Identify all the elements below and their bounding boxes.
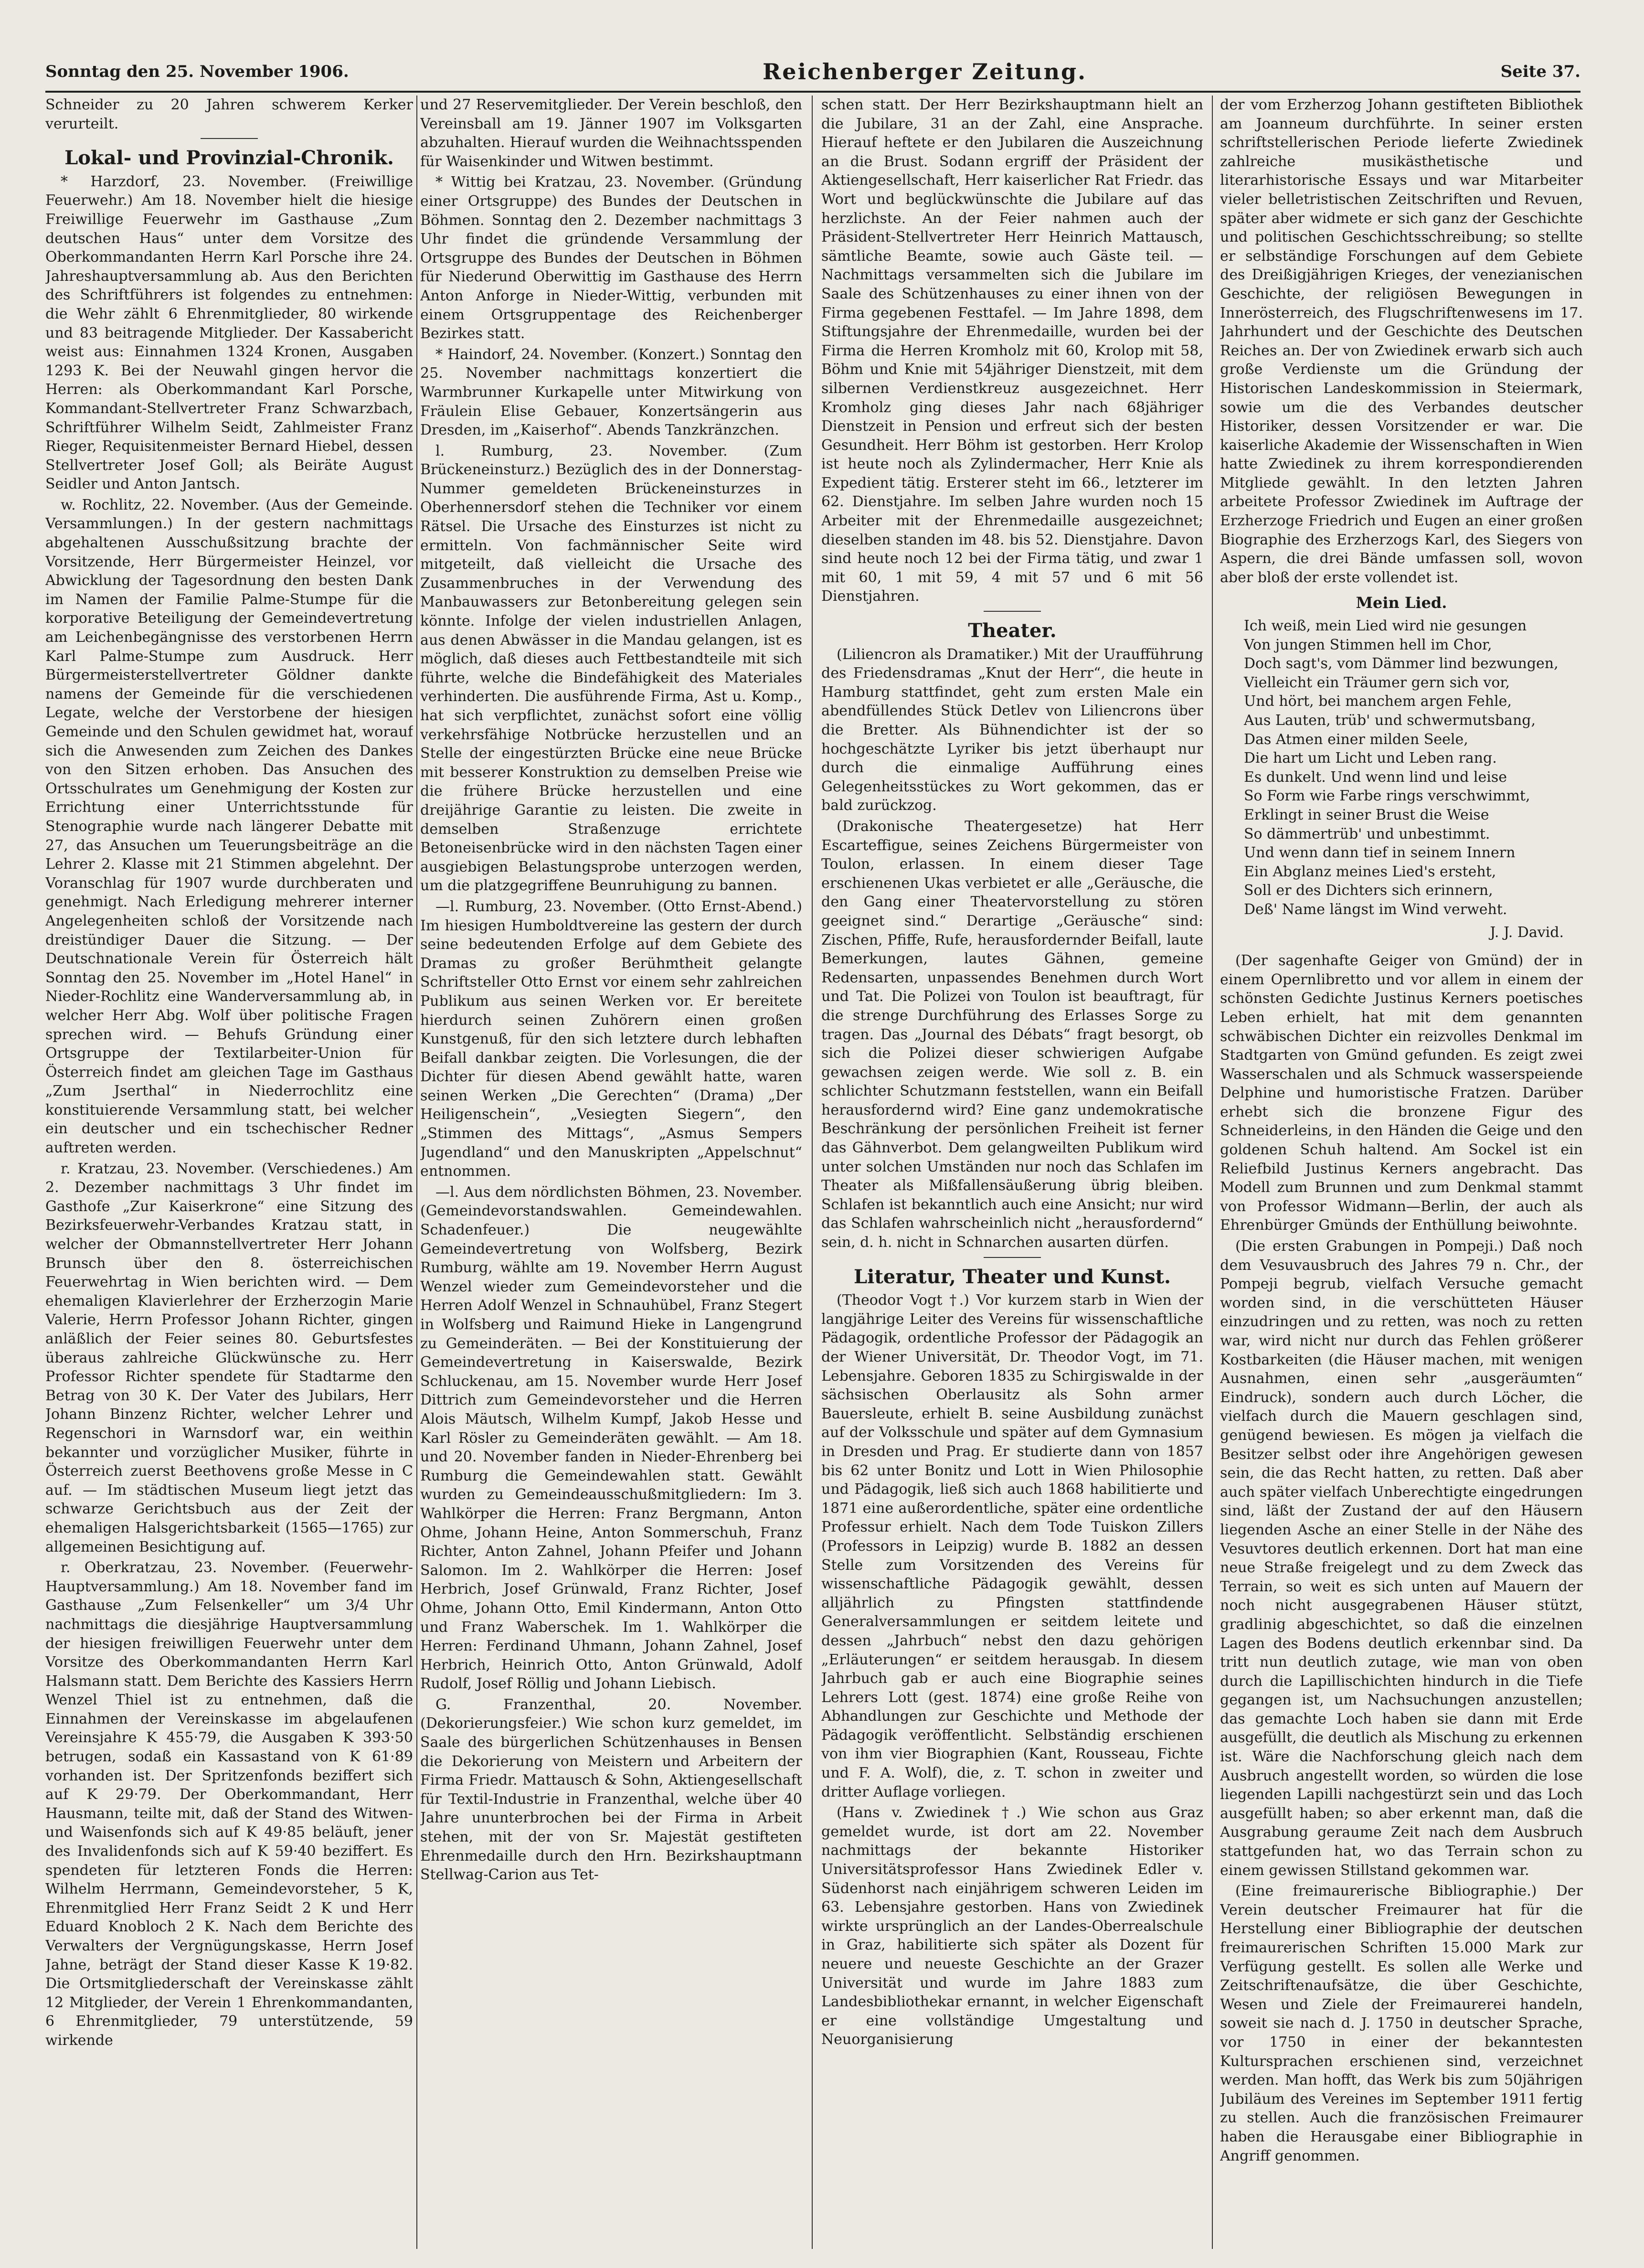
- poem-line: So Form wie Farbe rings verschwimmt,: [1244, 788, 1530, 805]
- poem-line: So dämmertrüb' und unbestimmt.: [1244, 825, 1490, 842]
- article-haindorf: * Haindorf, 24. November. (Konzert.) Sonntag den 25. November nachmittags konzertiert die Warmbrunner Kurkapelle unter Mitwirkung von Fräulein Elise Gebauer, Konzertsängerin aus Dresden, im „Kaiserhof“. Abends Tanzkränzchen.: [420, 346, 802, 439]
- article-pompeji: (Die ersten Grabungen in Pompeji.) Daß noch dem Vesuvausbruch des Jahres 79 n. Chr., der Pompeji begrub, vielfach Versuche gemacht worden sind, in die verschütteten Häuser einzudringen und zu retten, was noch zu retten war, wird nicht nur durch das Fehlen größerer Kostbarkeiten (die Häuser machen, mit wenigen Ausnahmen, einen sehr „ausgeräumten“ Eindruck), sondern auch durch Löcher, die vielfach durch die Mauern geschlagen sind, genügend bewiesen. Es mögen ja vielfach die Besitzer selbst oder ihre Angehörigen gewesen sein, die das Recht hatten, zu retten. Daß aber auch später vielfach Unberechtigte eingedrungen sind, läßt der Zustand der auf den Häusern liegenden Asche an einer Stelle in der Nähe des Vesuvtores deutlich erkennen. Dort hat man eine neue Straße freigelegt und zu dem Zweck das Terrain, so weit es sich unten auf Mauern der noch nicht ausgegrabenen Häuser stützt, gradlinig abgeschichtet, so daß die einzelnen Lagen des Bodens deutlich erkennbar sind. Da tritt nun deutlich zutage, wie man von oben durch die Lapillischichten hindurch in die Tiefe gegangen ist, um Nachsuchungen anzustellen; das gemachte Loch haben sie dann mit Erde ausgefüllt, die deutlich als Mischung zu erkennen ist. Wäre die Nachforschung gleich nach dem Ausbruch angestellt worden, so würden die lose liegenden Lapilli nachgestürzt sein und das Loch ausgefüllt haben; so aber erkennt man, daß die Ausgrabung geraume Zeit nach dem Ausbruch stattgefunden hat, wo das Terrain schon zu einem gewissen Stillstand gekommen war.: [1220, 1238, 1583, 1879]
- poem-line: Deß' Name längst im Wind verweht.: [1244, 901, 1507, 918]
- article-zwiedinek: (Hans v. Zwiedinek †.) Wie schon aus Graz gemeldet wurde, ist dort am 22. November nachmittags der bekannte Historiker Universitätsprofessor Hans Zwiedinek Edler v. Südenhorst nach einjährigem schweren Leiden im 63. Lebensjahre gestorben. Hans von Zwiedinek wirkte ursprünglich an der Landes-Oberrealschule in Graz, habilitierte sich später als Dozent für neuere und neueste Geschichte an der Grazer Universität und wurde im Jahre 1883 zum Landesbibliothekar ernannt, in welcher Eigenschaft er eine vollständige Umgestaltung und Neuorganisierung: [821, 1804, 1203, 2048]
- article-harzdorf: * Harzdorf, 23. November. (Freiwillige Feuerwehr.) Am 18. November hielt die hiesige Freiwillige Feuerwehr im Gasthause „Zum deutschen Haus“ unter dem Vorsitze des Oberkommandanten Herrn Karl Porsche ihre 24. Jahreshauptversammlung ab. Aus den Berichten des Schriftführers ist folgendes zu entnehmen: die Wehr zählt 6 Ehrenmitglieder, 80 wirkende und 83 beitragende Mitglieder. Der Kassabericht weist aus: Einnahmen 1324 Kronen, Ausgaben 1293 K. Bei der Neuwahl gingen hervor die Herren: als Oberkommandant Karl Porsche, Kommandant-Stellvertreter Franz Schwarzbach, Schriftführer Wilhelm Seidt, Zahlmeister Franz Rieger, Requisitenmeister Bernard Hiebel, dessen Stellvertreter Josef Goll; als Beiräte August Seidler und Anton Jantsch.: [45, 173, 413, 493]
- poem-line: Doch sagt's, vom Dämmer lind bezwungen,: [1244, 655, 1559, 672]
- poem-line: Aus Lauten, trüb' und schwermutsbang,: [1244, 712, 1536, 729]
- article-theodor-vogt: (Theodor Vogt †.) Vor kurzem starb in Wien der langjährige Leiter des Vereins für wissenschaftliche Pädagogik, ordentliche Professor der Pädagogik an der Wiener Universität, Dr. Theodor Vogt, im 71. Lebensjahre. Geboren 1835 zu Schirgiswalde in der sächsischen Oberlausitz als Sohn armer Bauersleute, erhielt B. seine Ausbildung zunächst auf der Volksschule und später auf dem Gymnasium in Dresden und Prag. Er studierte dann von 1857 bis 62 unter Bonitz und Lott in Wien Philosophie und Pädagogik, ließ sich auch 1868 habilitierte und 1871 eine außerordentliche, später eine ordentliche Professur erhielt. Nach dem Tode Tuiskon Zillers (Professors in Leipzig) wurde B. 1882 an dessen Stelle zum Vorsitzenden des Vereins für wissenschaftliche Pädagogik gewählt, dessen alljährlich zu Pfingsten stattfindende Generalversammlungen er seitdem leitete und dessen „Jahrbuch“ nebst den dazu gehörigen „Erläuterungen“ er seitdem herausgab. In diesem Jahrbuch gab er auch eine Biographie seines Lehrers Lott (gest. 1874) eine große Reihe von Abhandlungen zur Geschichte und Methode der Pädagogik veröffentlicht. Selbständig erschienen von ihm vier Biographien (Kant, Rousseau, Fichte und F. A. Wolf), die, z. T. schon in zweiter und dritter Auflage vorliegen.: [821, 1292, 1203, 1800]
- poem-line: Und hört, bei manchem argen Fehle,: [1244, 693, 1512, 710]
- column-divider: [1212, 96, 1213, 2249]
- article-wittig: * Wittig bei Kratzau, 23. November. (Gründung einer Ortsgruppe) des Bundes der Deutschen in Böhmen. Sonntag den 2. Dezember nachmittags 3 Uhr findet die gründende Versammlung der Ortsgruppe des Bundes der Deutschen in Böhmen für Niederund Oberwittig im Gasthause des Herrn Anton Anforge in Nieder-Wittig, verbunden mit einem Ortsgruppentage des Reichenberger Bezirkes statt.: [420, 174, 802, 342]
- column-4: [1220, 96, 1583, 2239]
- poem-line: Erklingt in seiner Brust die Weise: [1244, 806, 1489, 823]
- article-rumburg-bridge: l. Rumburg, 23. November. (Zum Brückeneinsturz.) Bezüglich des in der Donnerstag-Nummer gemeldeten Brückeneinsturzes in Oberhennersdorf stehen die Techniker vor einem Rätsel. Die Ursache des Einsturzes ist nicht zu ermitteln. Von fachmännischer Seite wird mitgeteilt, daß vielleicht die Ursache des Zusammenbruches in der Verwendung des Manbauwassers zur Betonbereitung gelegen sein könnte. Infolge der vielen industriellen Anlagen, aus denen Abwässer in die Mandau gelangen, ist es möglich, daß dieses auch Fettbestandteile mit sich führte, welche die Bindefähigkeit des Materiales verhinderten. Die ausführende Firma, Ast u. Komp., hat sich verpflichtet, zunächst sofort eine völlig verkehrsfähige Notbrücke herzustellen und an Stelle der eingestürzten Brücke eine neue Brücke mit besserer Konstruktion zu demselben Preise wie die frühere Brücke herzustellen und eine dreijährige Garantie zu leisten. Die zweite in demselben Straßenzuge errichtete Betoneisenbrücke wird in den nächsten Tagen einer ausgiebigen Belastungsprobe unterzogen werden, um die platzgegriffene Beunruhigung zu bannen.: [420, 442, 802, 894]
- section-title: Lokal- und Provinzial-Chronik.: [64, 147, 394, 170]
- section-title-literature: Literatur, Theater und Kunst.: [854, 1265, 1171, 1288]
- poem-line: Es dunkelt. Und wenn lind und leise: [1244, 768, 1507, 786]
- article-liliencron: (Liliencron als Dramatiker.) Mit der Uraufführung des Friedensdramas „Knut der Herr“, die heute in Hamburg stattfindet, geht zum ersten Male ein abendfüllendes Stück Detlev von Liliencrons über die Bretter. Als Bühnendichter ist der so hochgeschätzte Lyriker bis jetzt überhaupt nur durch die einmalige Aufführung eines Gelegenheitsstückes zu Wort gekommen, das er bald zurückzog.: [821, 646, 1203, 814]
- poem-line: Das Atmen einer milden Seele,: [1244, 731, 1468, 748]
- article-continuation: und 27 Reservemitglieder. Der Verein beschloß, den Vereinsball am 19. Jänner 1907 im Volksgarten abzuhalten. Hierauf wurden die Weihnachtsspenden für Waisenkinder und Witwen bestimmt.: [420, 96, 802, 170]
- article-continuation: schen statt. Der Herr Bezirkshauptmann hielt an die Jubilare, 31 an der Zahl, eine Ansprache. Hierauf heftete er den Jubilaren die Auszeichnung an die Brust. Sodann ergriff der Präsident der Aktiengesellschaft, Herr kaiserlicher Rat Friedr. das Wort und beglückwünschte die Jubilare auf das herzlichste. An der Feier nahmen auch der Präsident-Stellvertreter Herr Heinrich Mattausch, sämtliche Beamte, sowie auch Gäste teil. — Nachmittags versammelten sich die Jubilare im Saale des Schützenhauses zu einer ihnen von der Firma gegebenen Festtafel. — Im Jahre 1898, dem Stiftungsjahre der Ehrenmedaille, wurden bei der Firma die Herren Kromholz mit 60, Krolop mit 58, Böhm und Knie mit 54jähriger Dienstzeit, mit dem silbernen Verdienstkreuz ausgezeichnet. Herr Kromholz ging dieses Jahr nach 68jähriger Dienstzeit in Pension und erfreut sich der besten Gesundheit. Herr Böhm ist gestorben. Herr Krolop ist heute noch als Zylindermacher, Herr Knie als Expedient tätig. Ersterer steht im 66., letzterer im 62. Dienstjahre. Im selben Jahre wurden noch 15 Arbeiter mit der Ehrenmedaille ausgezeichnet; dieselben standen im 48. bis 52. Dienstjahre. Davon sind heute noch 12 bei der Firma tätig, und zwar 1 mit 60, 1 mit 59, 4 mit 57 und 6 mit 56 Dienstjahren.: [821, 96, 1203, 605]
- poem-line: Ich weiß, mein Lied wird nie gesungen: [1244, 618, 1527, 635]
- poem: [1220, 617, 1583, 919]
- section-title-theater: Theater.: [968, 619, 1057, 642]
- separator: [201, 138, 258, 139]
- issue-date: Sonntag den 25. November 1906.: [45, 62, 349, 81]
- column-1: [45, 96, 413, 2239]
- article-geiger-von-gmuend: (Der sagenhafte Geiger von Gmünd) der in einem Opernlibretto und vor allem in einem der schönsten Gedichte Justinus Kerners poetisches Leben erhielt, hat mit dem genannten schwäbischen Dichter ein reizvolles Denkmal im Stadtgarten von Gmünd gefunden. Es zeigt zwei Wasserschalen und als Schmuck wasserspeiende Delphine und humoristische Fratzen. Darüber erhebt sich die bronzene Figur des Schneiderleins, in den Händen die Geige und den goldenen Schuh haltend. Am Sockel ist ein Reliefbild Justinus Kerners angebracht. Das Modell zum Brunnen und zum Denkmal stammt von Professor Widmann—Berlin, der auch als Ehrenbürger Gmünds der Enthüllung beiwohnte.: [1220, 952, 1583, 1234]
- masthead: Reichenberger Zeitung.: [763, 59, 1087, 85]
- header-rule: [45, 91, 1580, 93]
- poem-author: J. J. David.: [1490, 924, 1564, 941]
- page-header: [45, 56, 1580, 87]
- article-franzenthal: G. Franzenthal, 20. November. (Dekorierungsfeier.) Wie schon kurz gemeldet, im Saale des bürgerlichen Schützenhauses in Bensen die Dekorierung von Meistern und Arbeitern der Firma Friedr. Mattausch & Sohn, Aktiengesellschaft für Textil-Industrie in Franzenthal, welche über 40 Jahre ununterbrochen bei der Firma in Arbeit stehen, mit der von Sr. Majestät gestifteten Ehrenmedaille durch den Hrn. Bezirkshauptmann Stellwag-Carion aus Tet-: [420, 1696, 802, 1884]
- article-freimaurer-bibliographie: (Eine freimaurerische Bibliographie.) Der Verein deutscher Freimaurer hat für die Herstellung einer Bibliographie der deutschen freimaurerischen Schriften 15.000 Mark zur Verfügung gestellt. Es sollen alle Werke und Zeitschriftenaufsätze, die über Geschichte, Wesen und Ziele der Freimaurerei handeln, soweit sie nach d. J. 1750 in deutscher Sprache, vor 1750 in einer der bekanntesten Kultursprachen erschienen sind, verzeichnet werden. Man hofft, das Werk bis zum 50jährigen Jubiläum des Vereines im September 1911 fertig zu stellen. Auch die französischen Freimaurer haben die Herausgabe einer Bibliographie in Angriff genommen.: [1220, 1883, 1583, 2164]
- column-divider: [416, 96, 417, 2249]
- column-2: [420, 96, 802, 2239]
- poem-line: Die hart um Licht und Leben rang.: [1244, 750, 1497, 767]
- poem-title: Mein Lied.: [1356, 594, 1447, 612]
- column-divider: [812, 96, 813, 2249]
- page-number: Seite 37.: [1500, 62, 1580, 81]
- article-continuation: Schneider zu 20 Jahren schwerem Kerker verurteilt.: [45, 96, 413, 132]
- article-northern-bohemia: —l. Aus dem nördlichsten Böhmen, 23. November. (Gemeindevorstandswahlen. Gemeindewahlen. Schadenfeuer.) Die neugewählte Gemeindevertretung von Wolfsberg, Bezirk Rumburg, wählte am 19. November Herrn August Wenzel wieder zum Gemeindevorsteher und die Herren Adolf Wenzel in Schnauhübel, Franz Stegert in Wolfsberg und Raimund Hieke in Langengrund zu Gemeinderäten. — Bei der Konstituierung der Gemeindevertretung in Kaiserswalde, Bezirk Schluckenau, am 15. November wurde Herr Josef Dittrich zum Gemeindevorsteher und die Herren Alois Mäutsch, Wilhelm Kumpf, Jakob Hesse und Karl Rösler zu Gemeinderäten gewählt. — Am 18. und 20. November fanden in Nieder-Ehrenberg bei Rumburg die Gemeindewahlen statt. Gewählt wurden zu Gemeindeausschußmitgliedern: Im 3. Wahlkörper die Herren: Franz Bergmann, Anton Ohme, Johann Heine, Anton Sommerschuh, Franz Richter, Anton Zahnel, Johann Pfeifer und Johann Salomon. Im 2. Wahlkörper die Herren: Josef Herbrich, Josef Grünwald, Franz Richter, Josef Ohme, Johann Otto, Emil Kindermann, Anton Otto und Franz Waberschek. Im 1. Wahlkörper die Herren: Ferdinand Uhmann, Johann Zahnel, Josef Herbrich, Heinrich Otto, Anton Grünwald, Adolf Rudolf, Josef Röllig und Johann Liebisch.: [420, 1183, 802, 1693]
- article-drakonische-theatergesetze: (Drakonische Theatergesetze) hat Herr Escarteffigue, seines Zeichens Bürgermeister von Toulon, erlassen. In einem dieser Tage erschienenen Ukas verbietet er alle „Geräusche, die den Gang einer Theatervorstellung zu stören geeignet sind.“ Derartige „Geräusche“ sind: Zischen, Pfiffe, Rufe, herausfordernder Beifall, laute Bemerkungen, lautes Gähnen, gemeine Redensarten, unpassendes Benehmen durch Wort und Tat. Die Polizei von Toulon ist beauftragt, für die strenge Durchführung des Erlasses Sorge zu tragen. Das „Journal des Débats“ fragt besorgt, ob sich die Polizei dieser schwierigen Aufgabe gewachsen zeigen werde. Wie soll z. B. ein schlichter Schutzmann feststellen, wann ein Beifall herausfordernd wird? Eine ganz undemokratische Beschränkung der persönlichen Freiheit ist ferner das Gähnverbot. Dem gelangweilten Publikum wird unter solchen Umständen nur noch das Schlafen im Theater als Mißfallensäußerung übrig bleiben. Schlafen ist bekanntlich auch eine Ansicht; nur wird das Schlafen wahrscheinlich nicht „herausfordernd“ sein, d. h. nicht in Schnarchen ausarten dürfen.: [821, 818, 1203, 1251]
- article-oberkratzau: r. Oberkratzau, 23. November. (Feuerwehr-Hauptversammlung.) Am 18. November fand im Gasthause „Zum Felsenkeller“ um 3/4 Uhr nachmittags die diesjährige Hauptversammlung der hiesigen freiwilligen Feuerwehr unter dem Vorsitze des Oberkommandanten Herrn Karl Halsmann statt. Dem Berichte des Kassiers Herrn Wenzel Thiel ist zu entnehmen, daß die Einnahmen der Vereinskasse im abgelaufenen Vereinsjahre K 455·79, die Ausgaben K 393·50 betrugen, sodaß ein Kassastand von K 61·89 vorhanden ist. Der Spritzenfonds beziffert sich auf K 29·79. Der Oberkommandant, Herr Hausmann, teilte mit, daß der Stand des Witwen- und Waisenfonds sich auf K 49·85 beläuft, jener des Invalidenfonds sich auf K 59·40 beziffert. Es spendeten für letzteren Fonds die Herren: Wilhelm Herrmann, Gemeindevorsteher, 5 K, Ehrenmitglied Herr Franz Seidt 2 K und Herr Eduard Knobloch 2 K. Nach dem Berichte des Verwalters der Vergnügungskasse, Herrn Josef Jahne, beträgt der Stand dieser Kasse K 19·82. Die Ortsmitgliederschaft der Vereinskasse zählt 12 Mitglieder, der Verein 1 Ehrenkommandanten, 6 Ehrenmitglieder, 79 unterstützende, 59 wirkende: [45, 1559, 413, 2049]
- poem-line: Ein Abglanz meines Lied's ersteht,: [1244, 863, 1496, 880]
- poem-line: Von jungen Stimmen hell im Chor,: [1244, 636, 1492, 653]
- article-continuation: der vom Erzherzog Johann gestifteten Bibliothek am Joanneum durchführte. In seiner ersten schriftstellerischen Periode lieferte Zwiedinek zahlreiche musikästhetische und literarhistorische Essays und war Mitarbeiter vieler belletristischen Zeitschriften und Revuen, später aber widmete er sich ganz der Geschichte und politischen Geschichtsschreibung; so stellte er selbständige Forschungen auf dem Gebiete des Dreißigjährigen Krieges, der venezianischen Geschichte, der religiösen Bewegungen in Innerösterreich, des Flugschriftenwesens im 17. Jahrhundert und der Geschichte des Deutschen Reiches an. Der von Zwiedinek erwarb sich auch große Verdienste um die Gründung der Historischen Landeskommission in Steiermark, sowie um die des Verbandes deutscher Historiker, dessen Vorsitzender er war. Die kaiserliche Akademie der Wissenschaften in Wien hatte Zwiedinek zu ihrem korrespondierenden Mitgliede gewählt. In den letzten Jahren arbeitete Professor Zwiedinek im Auftrage der Erzherzoge Friedrich und Eugen an einer großen Biographie des Erzherzogs Karl, des Siegers von Aspern, die drei Bände umfassen soll, wovon aber bloß der erste vollendet ist.: [1220, 96, 1583, 586]
- poem-line: Vielleicht ein Träumer gern sich vor,: [1244, 674, 1510, 691]
- poem-line: Soll er des Dichters sich erinnern,: [1244, 882, 1493, 899]
- article-rochlitz: w. Rochlitz, 22. November. (Aus der Gemeinde. Versammlungen.) In der gestern nachmittags abgehaltenen Ausschußsitzung brachte der Vorsitzende, Herr Bürgermeister Heinzel, vor Abwicklung der Tagesordnung den besten Dank im Namen der Familie Palme-Stumpe für die korporative Beteiligung der Gemeindevertretung am Leichenbegängnisse des verstorbenen Herrn Karl Palme-Stumpe zum Ausdruck. Herr Bürgermeisterstellvertreter Göldner dankte namens der Gemeinde für die verschiedenen Legate, welche der Verstorbene der hiesigen Gemeinde und den Schulen gewidmet hat, worauf sich die Anwesenden zum Zeichen des Dankes von den Sitzen erhoben. Das Ansuchen des Ortsschulrates um Genehmigung der Kosten zur Errichtung einer Unterrichtsstunde für Stenographie wurde nach längerer Debatte mit 27, das Ansuchen um Teuerungsbeiträge an die Lehrer 2. Klasse mit 21 Stimmen abgelehnt. Der Voranschlag für 1907 wurde durchberaten und genehmigt. Nach Erledigung mehrerer interner Angelegenheiten schloß der Vorsitzende nach dreistündiger Dauer die Sitzung. — Der Deutschnationale Verein für Österreich hält Sonntag den 25. November im „Hotel Hanel“ in Nieder-Rochlitz eine Wanderversammlung ab, in welcher Herr Abg. Wolf über politische Fragen sprechen wird. — Behufs Gründung einer Ortsgruppe der Textilarbeiter-Union für Österreich findet am gleichen Tage im Gasthaus „Zum Jserthal“ in Niederrochlitz eine konstituierende Versammlung statt, bei welcher ein deutscher und ein tschechischer Redner auftreten werden.: [45, 496, 413, 1157]
- article-kratzau: r. Kratzau, 23. November. (Verschiedenes.) Am 2. Dezember nachmittags 3 Uhr findet im Gasthofe „Zur Kaiserkrone“ eine Sitzung des Bezirksfeuerwehr-Verbandes Kratzau statt, in welcher der Obmannstellvertreter Herr Johann Brunsch über den 8. österreichischen Feuerwehrtag in Wien berichten wird. — Dem ehemaligen Klavierlehrer der Erzherzogin Marie Valerie, Herrn Professor Johann Richter, gingen anläßlich der Feier seines 80. Geburtsfestes überaus zahlreiche Glückwünsche zu. Herr Professor Richter spendete für Stadtarme den Betrag von 30 K. Der Vater des Jubilars, Herr Johann Binzenz Richter, welcher Lehrer und Regenschori in Warnsdorf war, ein weithin bekannter und vorzüglicher Musiker, führte in Österreich zuerst Beethovens große Messe in C auf. — Im städtischen Museum liegt jetzt das schwarze Gerichtsbuch aus der Zeit der ehemaligen Halsgerichtsbarkeit (1565—1765) zur allgemeinen Besichtigung auf.: [45, 1160, 413, 1555]
- separator: [984, 611, 1041, 612]
- poem-line: Und wenn dann tief in seinem Innern: [1244, 844, 1516, 862]
- article-rumburg-otto-ernst: —l. Rumburg, 23. November. (Otto Ernst-Abend.) Im hiesigen Humboldtvereine las gestern der durch seine bedeutenden Erfolge auf dem Gebiete des Dramas zu großer Berühmtheit gelangte Schriftsteller Otto Ernst vor einem sehr zahlreichen Publikum aus seinen Werken vor. Er bereitete hierdurch seinen Zuhörern einen großen Kunstgenuß, für den sich letztere durch lebhaften Beifall dankbar zeigten. Die Vorlesungen, die der Dichter für diesen Abend gewählt hatte, waren seinen Werken „Die Gerechten“ (Drama) „Der Heiligenschein“, „Vesiegten Siegern“, den „Stimmen des Mittags“, „Asmus Sempers Jugendland“ und den Manuskripten „Appelschnut“ entnommen.: [420, 898, 802, 1180]
- separator: [984, 1257, 1041, 1258]
- column-3: [821, 96, 1203, 2239]
